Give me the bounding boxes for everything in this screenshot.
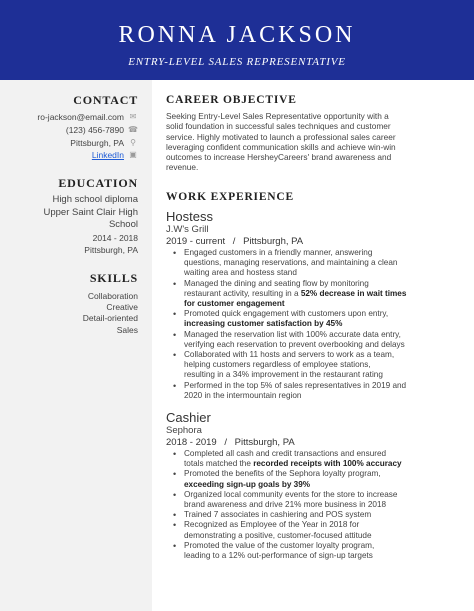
education-school-line1: Upper Saint Clair High (43, 206, 138, 218)
skills-heading: SKILLS (89, 271, 138, 285)
job-bullet: • Promoted quick engagement with customers upon entry, increasing customer satisfaction by 45% (166, 309, 462, 329)
contact-heading: CONTACT (73, 93, 138, 107)
job-bullet: • Performed in the top 5% of sales representatives in 2019 and 2020 in the intermountain region (166, 381, 462, 401)
job-bullet: • Completed all cash and credit transactions and ensured totals matched the recorded receipts with 100% accuracy (166, 449, 462, 469)
email-icon: ✉ (129, 112, 137, 121)
job-company: J.W's Grill (166, 224, 209, 235)
job-bullets (166, 248, 462, 401)
job-title: Cashier (166, 410, 211, 426)
objective-line: Seeking Entry-Level Sales Representative opportunity with a (166, 111, 389, 121)
linkedin-link[interactable]: LinkedIn (91, 150, 124, 161)
job-dates-location (166, 437, 462, 449)
job-bullet: • Promoted the benefits of the Sephora loyalty program, exceeding sign-up goals by 39% (166, 469, 462, 489)
job-entry-cashier (166, 410, 462, 561)
job-bullet: • Promoted the value of the customer loyalty program, leading to a 12% out-performance of sign-up targets (166, 541, 462, 561)
job-bullet: • Organized local community events for the store to increase brand awareness and drive 21% more business in 2018 (166, 490, 462, 510)
job-dates: 2019 - current (166, 236, 226, 247)
objective-section (166, 93, 462, 173)
education-location: Pittsburgh, PA (84, 244, 138, 255)
job-bullet: • Trained 7 associates in cashiering and POS system (166, 510, 462, 520)
job-location: Pittsburgh, PA (243, 236, 304, 247)
experience-heading: WORK EXPERIENCE (166, 191, 294, 203)
contact-linkedin[interactable] (10, 149, 138, 162)
job-company: Sephora (166, 425, 202, 437)
separator: / (232, 236, 236, 247)
job-bullet: • Managed the dining and seating flow by monitoring restaurant activity, resulting in a 52% decrease in wait times for customer engagement (166, 279, 462, 310)
email-text[interactable]: ro-jackson@email.com (37, 112, 124, 122)
job-bullet: • Collaborated with 11 hosts and servers to work as a team, helping customers regardless of employee stations, resulting in a 34% improvement in the restaurant rating (166, 350, 462, 381)
objective-line: outcomes to increase HersheyCareers' brand awareness and (166, 152, 392, 163)
objective-line: revenue. (166, 162, 199, 173)
skill-item: Detail-oriented (82, 313, 138, 324)
location-text: Pittsburgh, PA (70, 137, 124, 148)
skill-item: Sales (116, 324, 138, 335)
experience-section (166, 190, 462, 561)
education-years: 2014 - 2018 (92, 232, 138, 243)
objective-heading: CAREER OBJECTIVE (166, 94, 297, 106)
contact-location (10, 137, 138, 150)
skill-item: Creative (106, 302, 138, 313)
contact-section (10, 93, 138, 162)
job-bullet: • Engaged customers in a friendly manner, answering questions, managing reservations, and maintaining a clean waiting area and hostess stand (166, 248, 462, 279)
objective-line: service. Highly motivated to launch a professional sales career (166, 131, 396, 142)
location-pin-icon: ⚲ (130, 137, 136, 147)
education-section (10, 176, 138, 256)
phone-text[interactable]: (123) 456-7890 (65, 124, 124, 135)
skill-item: Collaboration (87, 291, 138, 301)
contact-email[interactable] (10, 111, 138, 124)
resume-header (0, 0, 474, 80)
job-dates-location (166, 236, 462, 248)
job-dates: 2018 - 2019 (166, 437, 217, 449)
education-heading: EDUCATION (58, 176, 138, 190)
contact-phone[interactable] (10, 124, 138, 137)
job-bullet: • Recognized as Employee of the Year in 2018 for demonstrating a positive, customer-focused attitude (166, 520, 462, 540)
candidate-title: ENTRY-LEVEL SALES REPRESENTATIVE (128, 56, 346, 68)
objective-line: leveraging confident communication skills and achieve win-win (166, 141, 396, 152)
job-title: Hostess (166, 209, 213, 224)
job-entry-hostess (166, 209, 462, 401)
phone-icon: ☎ (128, 124, 138, 134)
separator: / (224, 437, 227, 449)
job-bullet: • Managed the reservation list with 100% accurate data entry, verifying each reservation to prevent overbooking and delays (166, 330, 462, 350)
sidebar (0, 80, 152, 611)
skills-section (10, 271, 138, 336)
job-location: Pittsburgh, PA (234, 437, 295, 449)
education-school-line2: School (108, 219, 138, 230)
linkedin-icon: ▣ (129, 150, 137, 160)
candidate-name: RONNA JACKSON (118, 22, 356, 48)
job-bullets (166, 449, 462, 561)
objective-line: solid foundation in successful sales techniques and customer (166, 121, 391, 132)
education-degree: High school diploma (52, 194, 138, 205)
